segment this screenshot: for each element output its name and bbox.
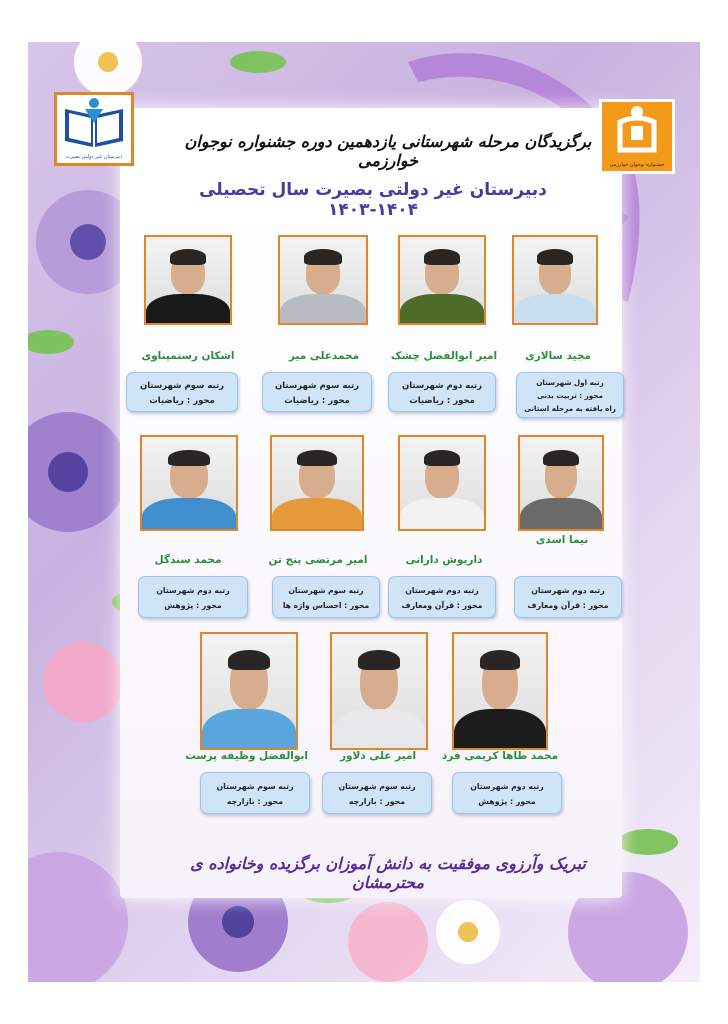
student-photo (140, 435, 238, 531)
student-info-box (452, 772, 562, 814)
student-rank: رتبه سوم شهرستان (216, 782, 294, 791)
student-field: محور : ریاضیات (149, 396, 215, 406)
page-title: برگزیدگان مرحله شهرستانی یازدهمین دوره جشنواره نوجوان خوارزمی (184, 132, 592, 170)
student-name: مجید سالاری (525, 350, 591, 362)
footer-message: تبریک وآرزوی موفقیت به دانش آموزان برگزیده وخانواده ی محترمشان (190, 854, 586, 892)
student-info-box (322, 772, 432, 814)
student-rank: رتبه دوم شهرستان (470, 782, 544, 791)
student-name: محمد سندگل (154, 554, 222, 566)
student-field: محور : احساس واژه ها (282, 601, 370, 610)
student-rank: رتبه سوم شهرستان (274, 381, 360, 391)
student-name: امیر علی دلاور (339, 750, 417, 762)
student-photo (398, 435, 486, 531)
student-rank: رتبه اول شهرستان (536, 378, 604, 387)
student-name: محمد طاها کریمی فرد (441, 750, 559, 762)
student-rank: رتبه سوم شهرستان (338, 782, 416, 791)
student-name: نیما اسدی (535, 534, 589, 546)
school-logo-caption: دبیرستان غیر دولتی بصیرت (65, 154, 123, 160)
student-photo (330, 632, 428, 750)
student-rank: رتبه دوم شهرستان (531, 586, 605, 595)
student-photo (144, 235, 232, 325)
student-rank: رتبه دوم شهرستان (401, 381, 483, 391)
student-field: محور : پژوهش (478, 797, 536, 806)
student-photo (278, 235, 368, 325)
festival-emblem-icon (602, 102, 672, 158)
school-title: دبیرستان غیر دولتی بصیرت سال تحصیلی ۱۴۰۴-۱۴۰۳ (199, 180, 547, 220)
student-info-box (514, 576, 622, 618)
student-field: محور : بازارچه (226, 797, 284, 806)
festival-logo (599, 99, 675, 174)
student-photo (270, 435, 364, 531)
student-name: امیر ابوالفضل چشک (390, 350, 498, 362)
student-field: محور : قرآن ومعارف (401, 601, 483, 610)
student-info-box (200, 772, 310, 814)
student-name: داریوش دارانی (405, 554, 483, 566)
student-info-box (126, 372, 238, 412)
student-rank: رتبه سوم شهرستان (288, 586, 364, 595)
student-field: محور : ریاضیات (409, 396, 475, 406)
student-rank: رتبه سوم شهرستان (139, 381, 225, 391)
student-note: راه یافته به مرحله استانی (524, 404, 616, 413)
student-field: محور : تربیت بدنی (537, 391, 603, 400)
student-info-box (272, 576, 380, 618)
student-photo (398, 235, 486, 325)
book-logo-icon (57, 95, 131, 153)
student-name: محمدعلی میر (288, 350, 360, 362)
festival-logo-caption: جشنواره نوجوان خوارزمی (609, 162, 665, 168)
student-name: ابوالفضل وظیفه پرست (185, 750, 308, 762)
student-info-box (262, 372, 372, 412)
student-photo (200, 632, 298, 750)
student-info-box (388, 576, 496, 618)
student-name: امیر مرتضی پنج تن (268, 554, 368, 566)
student-photo (512, 235, 598, 325)
student-field: محور : قرآن ومعارف (527, 601, 609, 610)
student-photo (452, 632, 548, 750)
poster (28, 42, 700, 982)
student-rank: رتبه دوم شهرستان (405, 586, 479, 595)
student-field: محور : پژوهش (164, 601, 222, 610)
school-logo (54, 92, 134, 166)
student-info-box (516, 372, 624, 418)
student-field: محور : ریاضیات (284, 396, 350, 406)
student-info-box (138, 576, 248, 618)
student-name: اشکان رستمپناوی (141, 350, 235, 362)
student-rank: رتبه دوم شهرستان (156, 586, 230, 595)
student-info-box (388, 372, 496, 412)
student-field: محور : بازارچه (348, 797, 406, 806)
student-photo (518, 435, 604, 531)
